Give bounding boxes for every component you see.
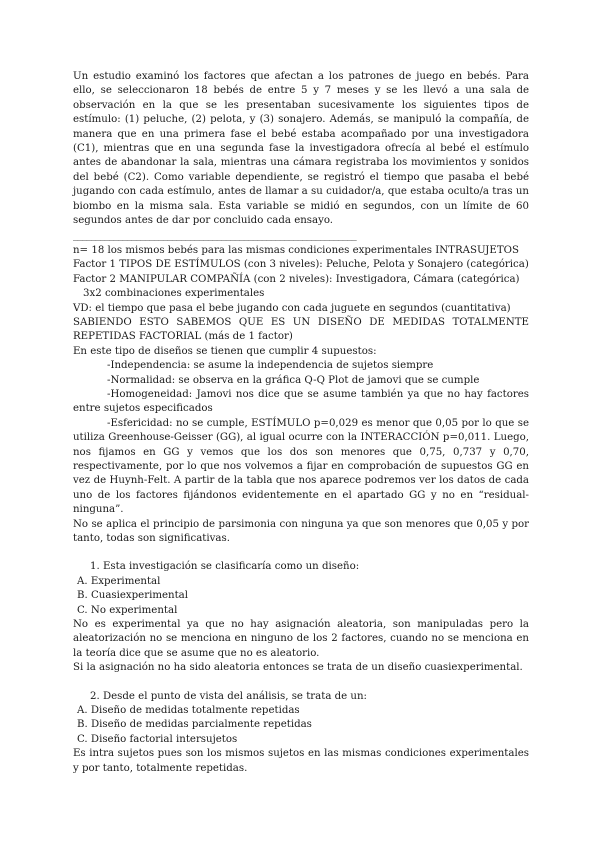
note-sample: n= 18 los mismos bebés para las mismas condiciones experimentales INTRASUJETOS (73, 244, 519, 256)
note-assumptions-intro: En este tipo de diseños se tienen que cumplir 4 supuestos: (73, 345, 377, 357)
document-body (73, 70, 529, 776)
spacer (73, 546, 529, 560)
question-1-answer-conclusion: Si la asignación no ha sido aleatoria entonces se trata de un diseño cuasiexperimental. (73, 662, 523, 674)
question-1-answer: No es experimental ya que no hay asignación aleatoria, son manipuladas pero la aleatorización no se menciona en ninguno de los 2 factores, cuando no se menciona en la teoría dice que se asume que no es aleatorio. (73, 619, 529, 659)
note-parsimony: No se aplica el principio de parsimonia con ninguna ya que son menores que 0,05 y por tanto, todas son significativas. (73, 518, 529, 544)
note-dependent-variable: VD: el tiempo que pasa el bebe jugando con cada juguete en segundos (cuantitativa) (73, 302, 511, 314)
note-factor-1: Factor 1 TIPOS DE ESTÍMULOS (con 3 niveles): Peluche, Pelota y Sonajero (categórica) (73, 259, 529, 271)
separator-line: _______________________________________________________________ (73, 230, 357, 242)
question-2-option-c: C. Diseño factorial intersujetos (77, 733, 238, 745)
question-1-option-a: A. Experimental (77, 575, 161, 587)
spacer (73, 676, 529, 690)
assumption-independence: -Independencia: se asume la independencia de sujetos siempre (107, 360, 434, 372)
intro-paragraph: Un estudio examinó los factores que afectan a los patrones de juego en bebés. Para ello, se seleccionaron 18 bebés de entre 5 y 7 meses y se les llevó a una sala de observación en la que se les presentaban sucesivamente los siguientes tipos de estímulo: (1) peluche, (2) pelota, y (3) sonajero. Además, se manipuló la compañía, de manera que en una primera fase el bebé estaba acompañado por una investigadora (C1), mientras que en una segunda fase la investigadora ofrecía al bebé el estímulo antes de abandonar la sala, mientras una cámara registraba los movimientos y sonidos del bebé (C2). Como variable dependiente, se registró el tiempo que pasaba el bebé jugando con cada estímulo, antes de llamar a su cuidador/a, que estaba oculto/a tras un biombo en la misma sala. Esta variable se midió en segundos, con un límite de 60 segundos antes de dar por concluido cada ensayo. (73, 71, 529, 227)
question-2-option-a: A. Diseño de medidas totalmente repetidas (77, 705, 300, 717)
assumption-sphericity: -Esfericidad: no se cumple, ESTÍMULO p=0,029 es menor que 0,05 por lo que se utiliza Greenhouse-Geisser (GG), al igual ocurre con la INTERACCIÓN p=0,011. Luego, nos fijamos en GG y vemos que los dos son menores que 0,75, 0,737 y 0,70, respectivamente, por lo que nos volvemos a fijar en comprobación de supuestos GG en vez de Huynh-Felt. A partir de la tabla que nos aparece podremos ver los datos de cada uno de los factores fijándonos evidentemente en el apartado GG y no en “residual-ninguna”. (73, 417, 529, 516)
question-1-title: 1. Esta investigación se clasificaría como un diseño: (90, 561, 360, 573)
note-design-conclusion: SABIENDO ESTO SABEMOS QUE ES UN DISEÑO DE MEDIDAS TOTALMENTE REPETIDAS FACTORIAL (más de 1 factor) (73, 316, 529, 343)
note-factor-2: Factor 2 MANIPULAR COMPAÑÍA (con 2 niveles): Investigadora, Cámara (categórica) (73, 273, 520, 285)
question-2-title: 2. Desde el punto de vista del análisis, se trata de un: (90, 690, 367, 702)
question-2-option-b: B. Diseño de medidas parcialmente repetidas (77, 719, 312, 731)
assumption-homogeneity: -Homogeneidad: Jamovi nos dice que se asume también ya que no hay factores entre sujetos especificados (73, 388, 529, 415)
assumption-normality: -Normalidad: se observa en la gráfica Q-Q Plot de jamovi que se cumple (107, 374, 480, 386)
note-combinations: 3x2 combinaciones experimentales (83, 288, 265, 300)
question-1-option-b: B. Cuasiexperimental (77, 590, 189, 602)
question-2-answer: Es intra sujetos pues son los mismos sujetos en las mismas condiciones experimentales y por tanto, totalmente repetidas. (73, 748, 529, 774)
question-1-option-c: C. No experimental (77, 604, 178, 616)
